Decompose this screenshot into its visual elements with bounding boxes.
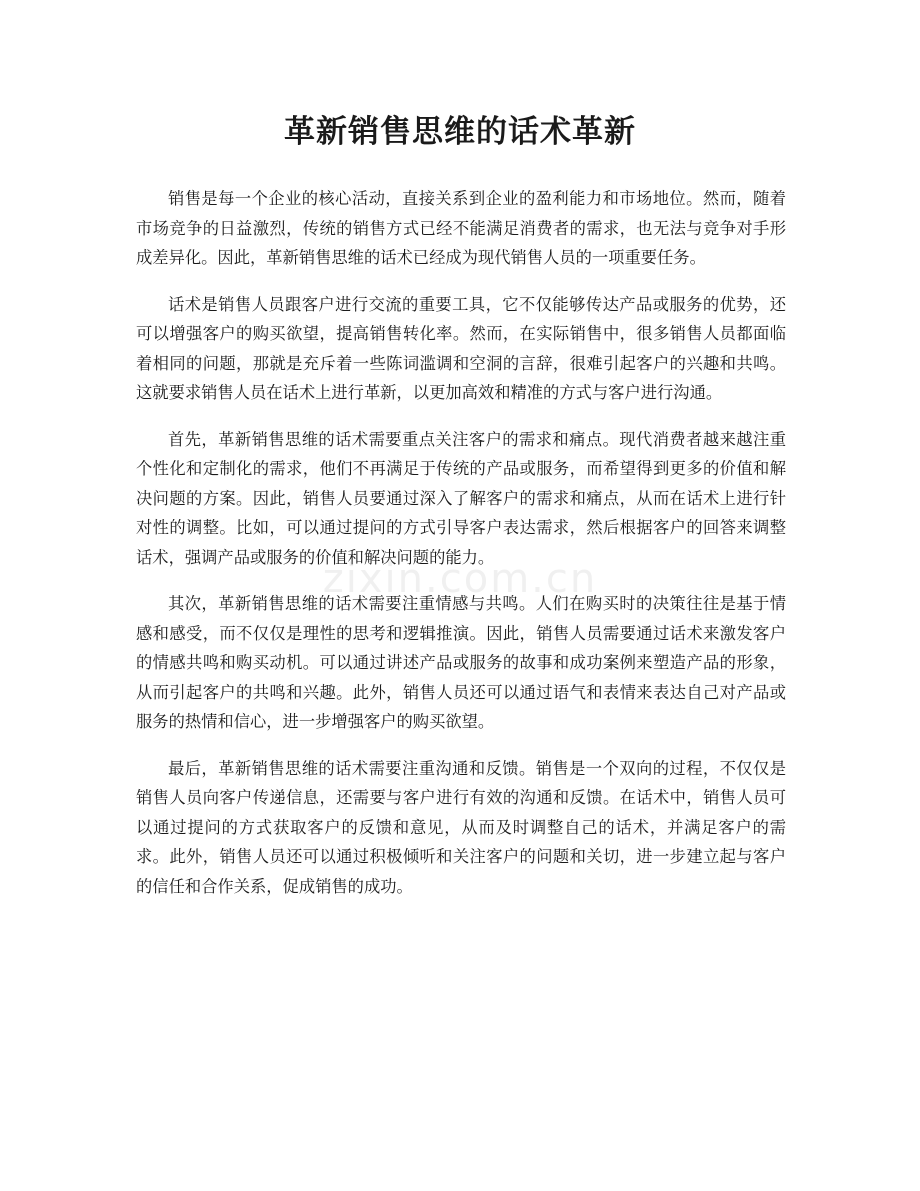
paragraph-4: 其次，革新销售思维的话术需要注重情感与共鸣。人们在购买时的决策往往是基于情感和感受，而不仅仅是理性的思考和逻辑推演。因此，销售人员需要通过话术来激发客户的情感共鸣和购买动机。可以通过讲述产品或服务的故事和成功案例来塑造产品的形象，从而引起客户的共鸣和兴趣。此外，销售人员还可以通过语气和表情来表达自己对产品或服务的热情和信心，进一步增强客户的购买欲望。 xyxy=(136,594,786,731)
paragraph-3: 首先，革新销售思维的话术需要重点关注客户的需求和痛点。现代消费者越来越注重个性化和定制化的需求，他们不再满足于传统的产品或服务，而希望得到更多的价值和解决问题的方案。因此，销售人员要通过深入了解客户的需求和痛点，从而在话术上进行针对性的调整。比如，可以通过提问的方式引导客户表达需求，然后根据客户的回答来调整话术，强调产品或服务的价值和解决问题的能力。 xyxy=(136,429,786,567)
watermark-text: zixin.com.cn xyxy=(322,556,598,602)
paragraph-1: 销售是每一个企业的核心活动，直接关系到企业的盈利能力和市场地位。然而，随着市场竞争的日益激烈，传统的销售方式已经不能满足消费者的需求，也无法与竞争对手形成差异化。因此，革新销售思维的话术已经成为现代销售人员的一项重要任务。 xyxy=(136,189,786,267)
paragraph-2: 话术是销售人员跟客户进行交流的重要工具，它不仅能够传达产品或服务的优势，还可以增强客户的购买欲望，提高销售转化率。然而，在实际销售中，很多销售人员都面临着相同的问题，那就是充斥着一些陈词滥调和空洞的言辞，很难引起客户的兴趣和共鸣。这就要求销售人员在话术上进行革新，以更加高效和精准的方式与客户进行沟通。 xyxy=(136,294,786,402)
document-body xyxy=(136,184,786,918)
paragraph-5: 最后，革新销售思维的话术需要注重沟通和反馈。销售是一个双向的过程，不仅仅是销售人员向客户传递信息，还需要与客户进行有效的沟通和反馈。在话术中，销售人员可以通过提问的方式获取客户的反馈和意见，从而及时调整自己的话术，并满足客户的需求。此外，销售人员还可以通过积极倾听和关注客户的问题和关切，进一步建立起与客户的信任和合作关系，促成销售的成功。 xyxy=(136,758,786,896)
document-title: 革新销售思维的话术革新 xyxy=(284,114,636,150)
